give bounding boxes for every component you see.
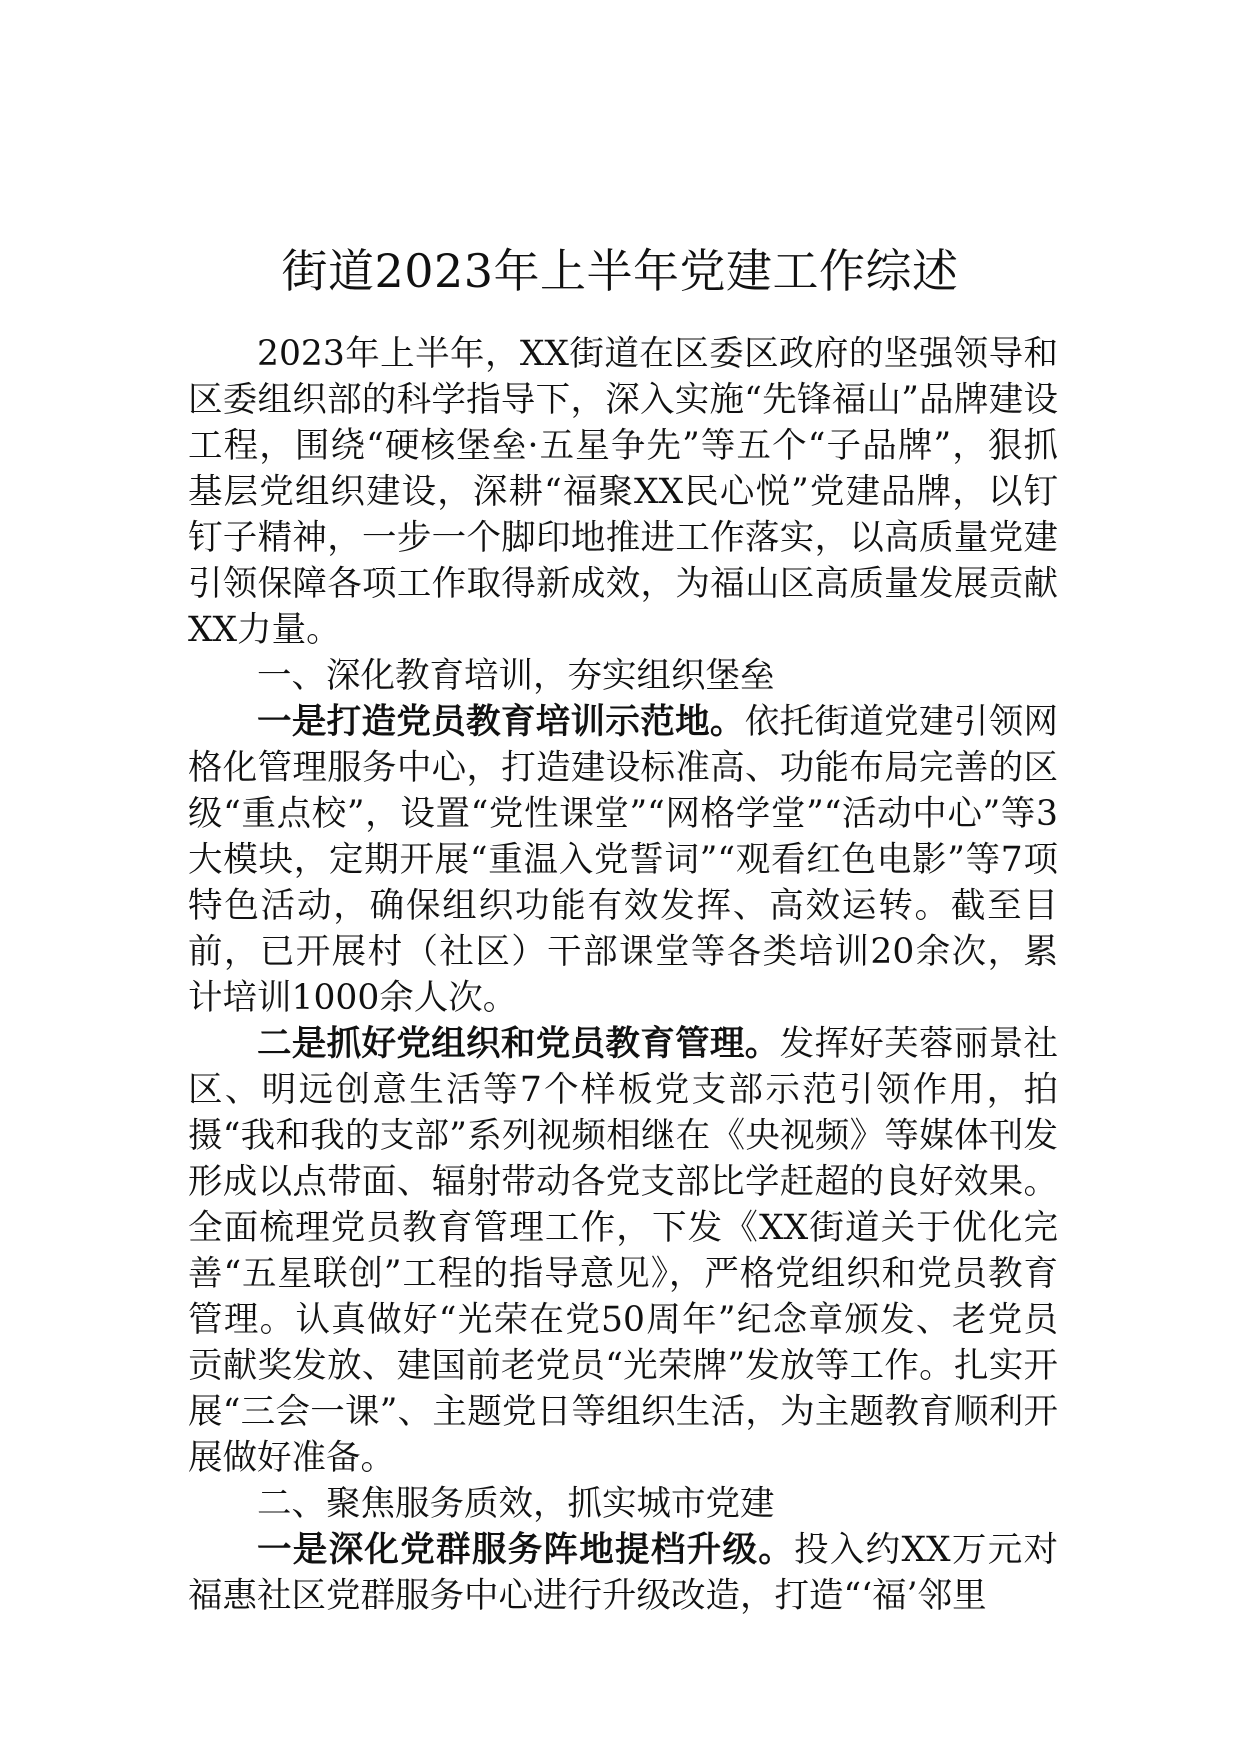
item-text: 发挥好芙蓉丽景社区、明远创意生活等7个样板党支部示范引领作用，拍摄“我和我的支部”系列视频相继在《央视频》等媒体刊发形成以点带面、辐射带动各党支部比学赶超的良好效果。全面梳理党员教育管理工作，下发《XX街道关于优化完善“五星联创”工程的指导意见》，严格党组织和党员教育管理。认真做好“光荣在党50周年”纪念章颁发、老党员贡献奖发放、建国前老党员“光荣牌”发放等工作。扎实开展“三会一课”、主题党日等组织生活，为主题教育顺利开展做好准备。 bbox=[188, 1024, 1059, 1478]
item-lead: 二是抓好党组织和党员教育管理。 bbox=[257, 1024, 780, 1064]
item-text: 投入约XX万元对福惠社区党群服务中心进行升级改造，打造“‘福’邻里 bbox=[188, 1530, 1059, 1616]
paragraph-text: 2023年上半年，XX街道在区委区政府的坚强领导和区委组织部的科学指导下，深入实施“先锋福山”品牌建设工程，围绕“硬核堡垒·五星争先”等五个“子品牌”，狠抓基层党组织建设，深耕“福聚XX民心悦”党建品牌，以钉钉子精神，一步一个脚印地推进工作落实，以高质量党建引领保障各项工作取得新成效，为福山区高质量发展贡献XX力量。 bbox=[188, 334, 1058, 650]
section-heading-text: 一、深化教育培训，夯实组织堡垒 bbox=[257, 656, 775, 696]
item-text: 依托街道党建引领网格化管理服务中心，打造建设标准高、功能布局完善的区级“重点校”，设置“党性课堂”“网格学堂”“活动中心”等3大模块，定期开展“重温入党誓词”“观看红色电影”等7项特色活动，确保组织功能有效发挥、高效运转。截至目前，已开展村（社区）干部课堂等各类培训20余次，累计培训1000余人次。 bbox=[188, 702, 1059, 1018]
section-heading-2 bbox=[188, 1481, 1058, 1527]
document-title: 街道2023年上半年党建工作综述 bbox=[281, 243, 959, 298]
item-lead: 一是深化党群服务阵地提档升级。 bbox=[257, 1530, 795, 1570]
item-lead: 一是打造党员教育培训示范地。 bbox=[257, 702, 745, 742]
section-heading-1 bbox=[188, 653, 1058, 699]
section-1-item-1 bbox=[188, 699, 1058, 1021]
section-heading-text: 二、聚焦服务质效，抓实城市党建 bbox=[257, 1484, 775, 1524]
section-1-item-2 bbox=[188, 1021, 1058, 1481]
intro-paragraph bbox=[188, 331, 1058, 653]
section-2-item-1 bbox=[188, 1527, 1058, 1619]
document-body bbox=[188, 331, 1058, 1619]
